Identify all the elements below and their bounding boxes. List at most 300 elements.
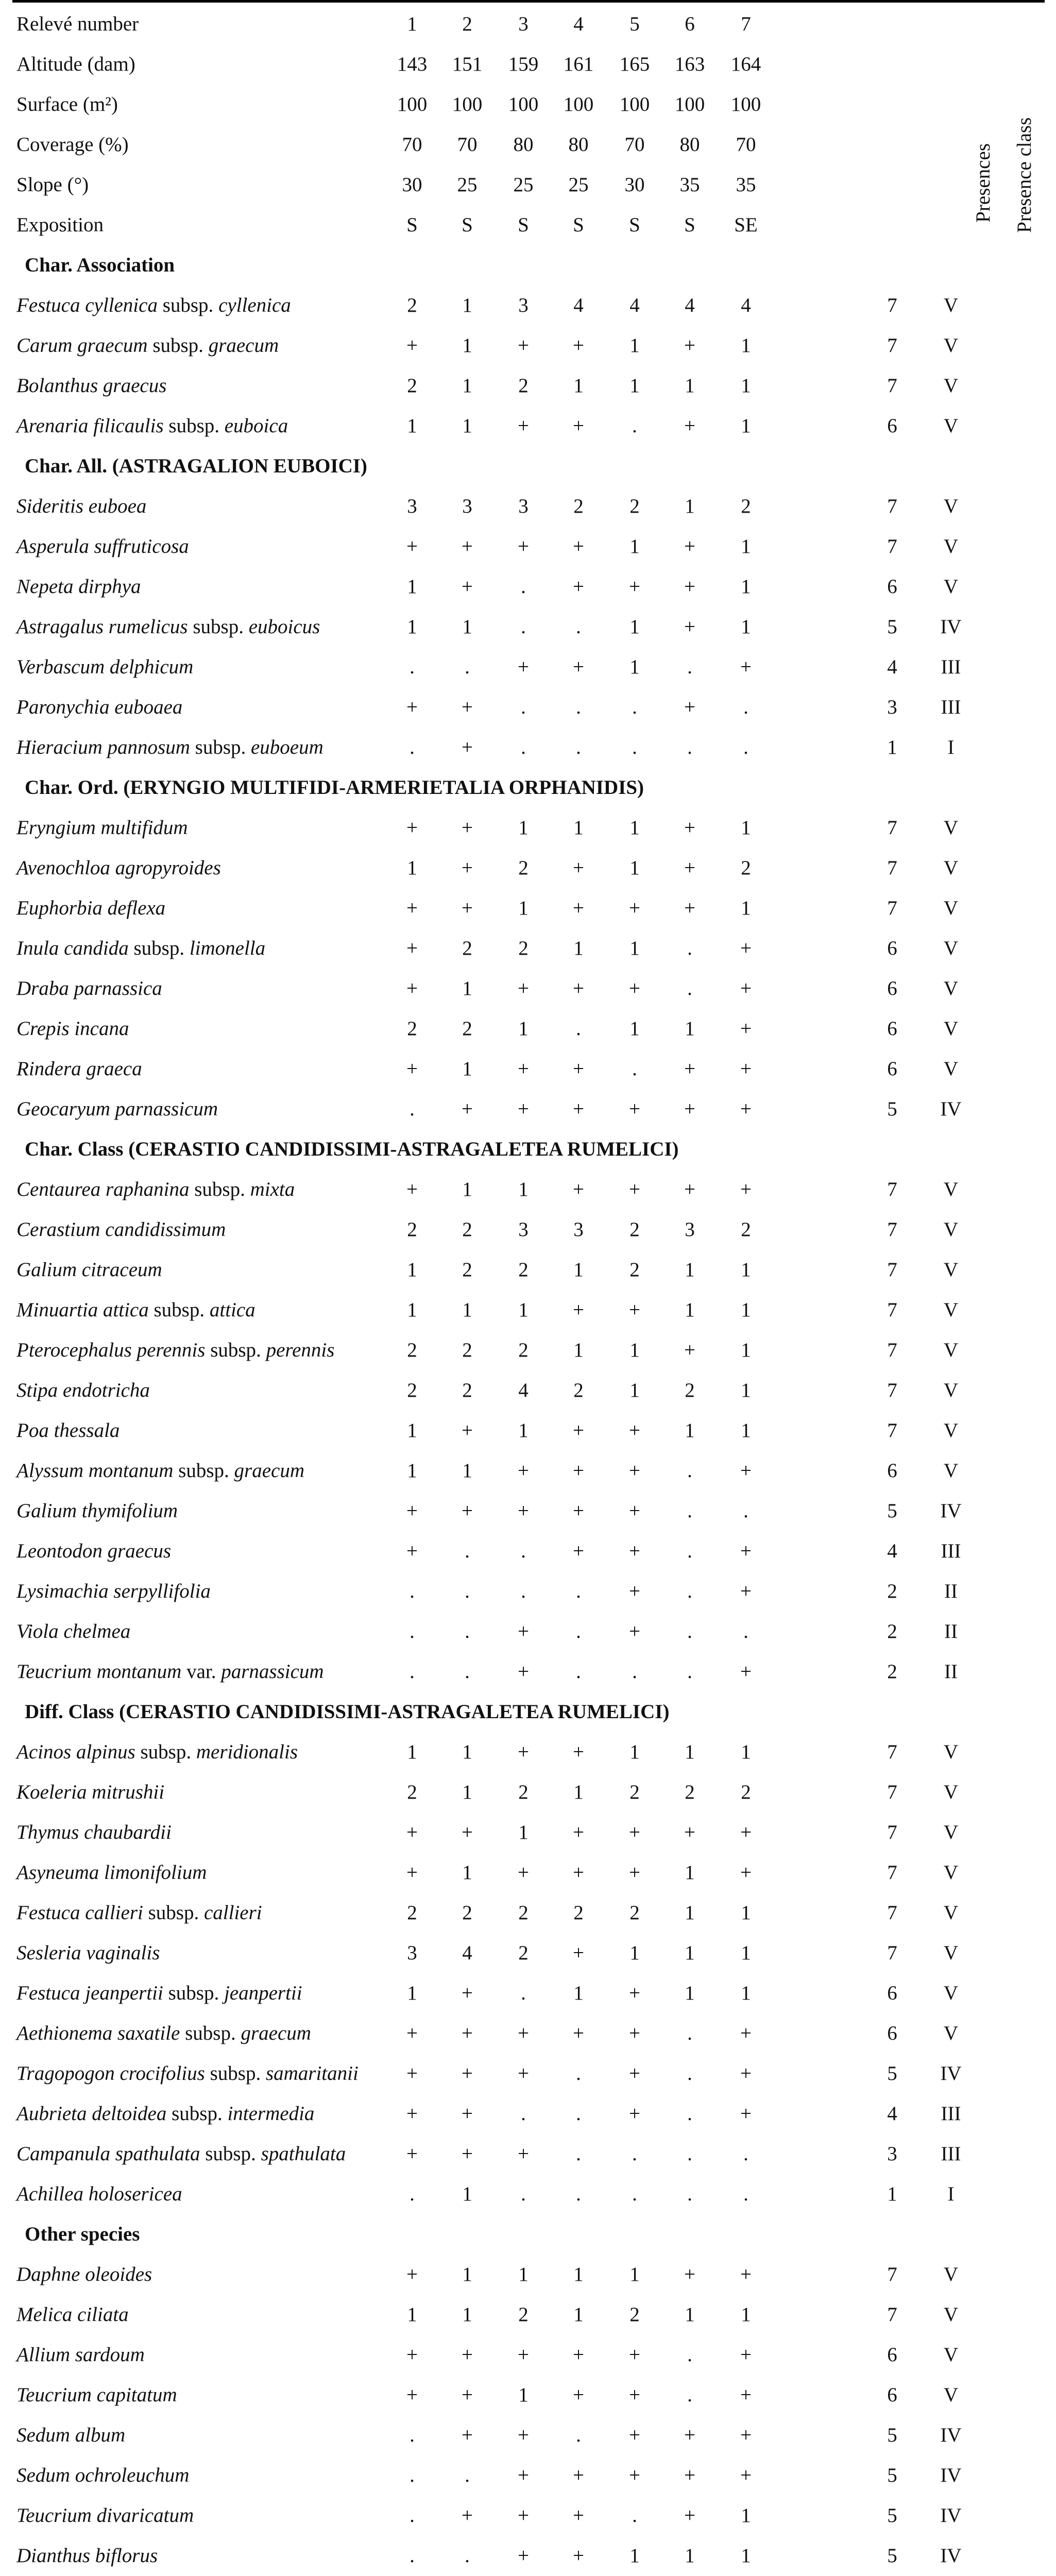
species-name — [16, 2375, 177, 2415]
species-epithet: Viola chelmea — [16, 1620, 131, 1642]
cover-value: + — [406, 2103, 418, 2125]
cover-value: . — [687, 2022, 692, 2044]
header-value: 4 — [573, 13, 584, 35]
cover-value: + — [518, 1861, 529, 1884]
species-epithet: callieri — [203, 1902, 262, 1924]
cover-value: + — [406, 817, 418, 839]
species-epithet: Verbascum delphicum — [16, 656, 194, 678]
species-name — [16, 808, 188, 848]
cover-value: . — [410, 2504, 415, 2527]
species-name — [16, 2255, 152, 2295]
cover-value: + — [462, 2504, 473, 2527]
cover-value: 1 — [685, 375, 695, 397]
header-value: 100 — [452, 93, 483, 115]
cover-value: 1 — [685, 1259, 695, 1281]
cover-value: 1 — [518, 1018, 529, 1040]
rank-label: subsp. — [148, 1299, 210, 1321]
species-name — [16, 2415, 125, 2455]
cover-value: 3 — [407, 1942, 417, 1964]
table-row — [0, 1009, 1056, 1049]
cover-value: + — [573, 1419, 584, 1442]
header-value: 3 — [518, 13, 529, 35]
cover-value: 1 — [573, 2263, 584, 2285]
cover-value: + — [518, 977, 529, 999]
cover-value: + — [573, 1178, 584, 1200]
rank-label: subsp. — [163, 415, 225, 437]
cover-value: 1 — [573, 1781, 584, 1803]
cover-value: + — [518, 2344, 529, 2366]
species-name — [16, 607, 320, 647]
species-name — [16, 1772, 164, 1812]
presence-count: 3 — [887, 2143, 897, 2165]
cover-value: 1 — [685, 1902, 695, 1924]
presence-class: IV — [940, 616, 962, 638]
cover-value: . — [521, 696, 526, 718]
table-row — [0, 2013, 1056, 2054]
cover-value: + — [573, 1058, 584, 1080]
cover-value: 1 — [462, 1178, 472, 1200]
presence-count: 7 — [887, 495, 897, 517]
presence-class: V — [943, 1781, 959, 1803]
cover-value: 1 — [741, 817, 751, 839]
cover-value: 2 — [407, 1379, 417, 1401]
cover-value: . — [576, 2183, 581, 2205]
cover-value: + — [518, 2022, 529, 2044]
cover-value: 1 — [407, 857, 417, 879]
cover-value: 2 — [518, 2303, 529, 2326]
cover-value: 2 — [629, 1902, 640, 1924]
species-name — [16, 2094, 314, 2134]
species-name — [16, 1411, 120, 1451]
species-name — [16, 969, 162, 1009]
cover-value: + — [740, 1098, 752, 1120]
header-value: S — [462, 214, 473, 236]
cover-value: + — [684, 616, 695, 638]
cover-value: 1 — [573, 1339, 584, 1361]
table-row — [0, 1853, 1056, 1893]
cover-value: + — [573, 1942, 584, 1964]
cover-value: 1 — [741, 1379, 751, 1401]
cover-value: + — [740, 1580, 752, 1602]
cover-value: . — [632, 415, 637, 437]
cover-value: + — [573, 1861, 584, 1884]
rank-label: subsp. — [147, 334, 209, 357]
cover-value: 1 — [741, 415, 751, 437]
presence-count: 6 — [887, 1982, 897, 2004]
cover-value: + — [573, 977, 584, 999]
species-epithet: Aethionema saxatile — [16, 2022, 180, 2044]
header-row — [0, 205, 1056, 245]
cover-value: 2 — [685, 1379, 695, 1401]
presence-class: V — [943, 294, 959, 316]
cover-value: 3 — [518, 495, 529, 517]
cover-value: . — [576, 736, 581, 758]
cover-value: + — [684, 1058, 695, 1080]
cover-value: 1 — [629, 334, 640, 357]
cover-value: + — [740, 1058, 752, 1080]
species-name — [16, 1330, 334, 1370]
species-epithet: Tragopogon crocifolius — [16, 2062, 205, 2084]
cover-value: 2 — [741, 1781, 751, 1803]
table-row — [0, 1812, 1056, 1853]
header-value: 159 — [508, 53, 539, 75]
cover-value: 1 — [462, 334, 472, 357]
cover-value: 1 — [741, 1741, 751, 1763]
cover-value: . — [687, 2143, 692, 2165]
cover-value: 1 — [518, 1178, 529, 1200]
cover-value: + — [518, 1620, 529, 1642]
species-epithet: Festuca callieri — [16, 1902, 143, 1924]
presence-class: V — [943, 1861, 959, 1884]
cover-value: . — [687, 736, 692, 758]
cover-value: 2 — [407, 1339, 417, 1361]
cover-value: + — [462, 2424, 473, 2446]
group-title: Char. Ord. (ERYNGIO MULTIFIDI-ARMERIETALIA ORPHANIDIS) — [25, 776, 644, 799]
presence-class: V — [943, 1902, 959, 1924]
cover-value: 1 — [462, 1299, 472, 1321]
presence-count: 7 — [887, 1178, 897, 1200]
cover-value: . — [410, 2464, 415, 2486]
cover-value: + — [518, 334, 529, 357]
table-row — [0, 1933, 1056, 1973]
presence-class: V — [943, 937, 959, 959]
cover-value: + — [740, 1821, 752, 1843]
cover-value: . — [687, 1620, 692, 1642]
cover-value: + — [629, 575, 640, 598]
cover-value: + — [406, 1500, 418, 1522]
cover-value: . — [743, 1500, 748, 1522]
presence-class: III — [941, 656, 961, 678]
cover-value: . — [687, 977, 692, 999]
cover-value: 2 — [518, 857, 529, 879]
species-epithet: Teucrium montanum — [16, 1660, 182, 1683]
cover-value: + — [406, 937, 418, 959]
species-epithet: graecum — [241, 2022, 311, 2044]
presence-count: 5 — [887, 2464, 897, 2486]
cover-value: 1 — [462, 2263, 472, 2285]
presence-class: V — [943, 897, 959, 919]
presence-count: 7 — [887, 1781, 897, 1803]
table-row — [0, 2174, 1056, 2214]
cover-value: . — [410, 1098, 415, 1120]
species-name — [16, 2013, 311, 2054]
presence-class: V — [943, 1299, 959, 1321]
cover-value: . — [465, 1580, 470, 1602]
cover-value: + — [629, 1098, 640, 1120]
cover-value: 2 — [462, 1218, 472, 1241]
species-epithet: graecum — [208, 334, 279, 357]
cover-value: + — [629, 1419, 640, 1442]
species-epithet: Achillea holosericea — [16, 2183, 182, 2205]
cover-value: 2 — [741, 495, 751, 517]
header-row — [0, 84, 1056, 125]
cover-value: + — [573, 535, 584, 557]
cover-value: . — [687, 1540, 692, 1562]
table-row — [0, 2375, 1056, 2415]
species-name — [16, 1652, 324, 1692]
cover-value: + — [462, 1098, 473, 1120]
header-value: 161 — [563, 53, 594, 75]
cover-value: 1 — [407, 1982, 417, 2004]
species-epithet: graecum — [234, 1460, 304, 1482]
presence-count: 5 — [887, 616, 897, 638]
cover-value: + — [684, 817, 695, 839]
cover-value: + — [462, 2062, 473, 2084]
cover-value: + — [406, 2344, 418, 2366]
cover-value: + — [573, 1540, 584, 1562]
cover-value: 3 — [518, 1218, 529, 1241]
header-value: SE — [734, 214, 758, 236]
cover-value: + — [740, 2344, 752, 2366]
presence-count: 3 — [887, 696, 897, 718]
table-row — [0, 969, 1056, 1009]
presence-class: V — [943, 2022, 959, 2044]
table-row — [0, 1893, 1056, 1933]
table-row — [0, 1612, 1056, 1652]
table-row — [0, 366, 1056, 406]
cover-value: 1 — [518, 2384, 529, 2406]
species-epithet: Acinos alpinus — [16, 1741, 135, 1763]
species-epithet: intermedia — [227, 2103, 315, 2125]
presence-class: II — [944, 1620, 958, 1642]
cover-value: 1 — [518, 2263, 529, 2285]
table-row — [0, 1089, 1056, 1129]
presence-count: 6 — [887, 1018, 897, 1040]
species-epithet: Paronychia euboaea — [16, 696, 183, 718]
cover-value: 2 — [629, 1218, 640, 1241]
cover-value: + — [629, 1580, 640, 1602]
cover-value: 1 — [518, 1299, 529, 1321]
cover-value: + — [740, 1018, 752, 1040]
presence-class: V — [943, 1379, 959, 1401]
cover-value: 2 — [462, 1018, 472, 1040]
presence-count: 5 — [887, 2504, 897, 2527]
species-epithet: Festuca cyllenica — [16, 294, 158, 316]
cover-value: 1 — [629, 857, 640, 879]
cover-value: + — [462, 857, 473, 879]
cover-value: + — [462, 897, 473, 919]
species-epithet: cyllenica — [218, 294, 291, 316]
cover-value: . — [410, 656, 415, 678]
species-epithet: Sesleria vaginalis — [16, 1942, 160, 1964]
cover-value: . — [465, 2464, 470, 2486]
cover-value: + — [406, 1861, 418, 1884]
group-title: Char. All. (ASTRAGALION EUBOICI) — [25, 455, 367, 477]
table-row — [0, 1973, 1056, 2013]
col-head-presences: Presences — [972, 143, 994, 223]
presence-count: 7 — [887, 1741, 897, 1763]
presence-class: IV — [940, 1500, 962, 1522]
cover-value: 2 — [573, 1379, 584, 1401]
presence-class: IV — [940, 2424, 962, 2446]
species-epithet: Rindera graeca — [16, 1058, 142, 1080]
cover-value: . — [410, 1620, 415, 1642]
cover-value: + — [573, 1821, 584, 1843]
cover-value: 1 — [518, 1821, 529, 1843]
cover-value: 2 — [741, 1218, 751, 1241]
group-title: Other species — [25, 2223, 140, 2245]
presence-class: V — [943, 1821, 959, 1843]
cover-value: + — [740, 1178, 752, 1200]
group-heading — [0, 768, 1056, 808]
cover-value: 1 — [741, 616, 751, 638]
cover-value: 4 — [685, 294, 695, 316]
species-name — [16, 848, 221, 888]
header-row — [0, 4, 1056, 44]
cover-value: . — [743, 696, 748, 718]
cover-value: . — [465, 1540, 470, 1562]
species-epithet: Euphorbia deflexa — [16, 897, 166, 919]
species-epithet: Arenaria filicaulis — [16, 415, 164, 437]
presence-count: 7 — [887, 1299, 897, 1321]
cover-value: + — [573, 2545, 584, 2567]
species-name — [16, 567, 141, 607]
cover-value: + — [684, 1821, 695, 1843]
cover-value: . — [687, 1460, 692, 1482]
header-value: 80 — [568, 133, 589, 156]
species-name — [16, 687, 182, 727]
header-value: 1 — [407, 13, 417, 35]
table-row — [0, 1451, 1056, 1491]
header-value: 35 — [736, 174, 756, 196]
cover-value: . — [576, 616, 581, 638]
cover-value: + — [462, 575, 473, 598]
cover-value: 1 — [741, 375, 751, 397]
cover-value: + — [740, 1861, 752, 1884]
cover-value: 2 — [518, 1781, 529, 1803]
cover-value: + — [573, 1098, 584, 1120]
presence-count: 5 — [887, 2424, 897, 2446]
cover-value: + — [629, 1460, 640, 1482]
species-epithet: meridionalis — [196, 1741, 298, 1763]
cover-value: . — [687, 2103, 692, 2125]
cover-value: + — [629, 1620, 640, 1642]
species-epithet: Sideritis euboea — [16, 495, 147, 517]
table-row — [0, 808, 1056, 848]
species-epithet: Koeleria mitrushii — [16, 1781, 165, 1803]
species-name — [16, 1250, 162, 1290]
cover-value: . — [687, 1660, 692, 1683]
species-epithet: Festuca jeanpertii — [16, 1982, 163, 2004]
header-value: 100 — [397, 93, 428, 115]
cover-value: 1 — [741, 535, 751, 557]
cover-value: 3 — [573, 1218, 584, 1241]
cover-value: 2 — [407, 1902, 417, 1924]
cover-value: 1 — [741, 1982, 751, 2004]
cover-value: + — [629, 1500, 640, 1522]
presence-count: 2 — [887, 1580, 897, 1602]
cover-value: + — [406, 977, 418, 999]
header-value: 6 — [685, 13, 695, 35]
cover-value: 1 — [741, 1299, 751, 1321]
species-epithet: perennis — [266, 1339, 335, 1361]
cover-value: + — [462, 736, 473, 758]
cover-value: + — [518, 415, 529, 437]
species-name — [16, 1853, 207, 1893]
cover-value: . — [632, 736, 637, 758]
header-value: 2 — [462, 13, 472, 35]
cover-value: 1 — [685, 2545, 695, 2567]
cover-value: 1 — [573, 1982, 584, 2004]
cover-value: + — [684, 857, 695, 879]
presence-class: V — [943, 575, 959, 598]
cover-value: 1 — [407, 2303, 417, 2326]
species-epithet: Alyssum montanum — [16, 1460, 174, 1482]
cover-value: . — [521, 2183, 526, 2205]
species-name — [16, 1973, 302, 2013]
rank-label: subsp. — [189, 1178, 250, 1200]
presence-class: V — [943, 1218, 959, 1241]
group-heading — [0, 1692, 1056, 1732]
presence-class: IV — [940, 2545, 962, 2567]
cover-value: . — [687, 937, 692, 959]
cover-value: . — [576, 2424, 581, 2446]
cover-value: + — [518, 1098, 529, 1120]
species-epithet: Draba parnassica — [16, 977, 162, 999]
cover-value: 1 — [518, 1419, 529, 1442]
cover-value: 4 — [462, 1942, 472, 1964]
presence-count: 7 — [887, 817, 897, 839]
cover-value: . — [632, 2504, 637, 2527]
header-value: S — [406, 214, 418, 236]
table-row — [0, 2536, 1056, 2576]
cover-value: + — [518, 2545, 529, 2567]
header-row — [0, 165, 1056, 205]
table-row — [0, 1772, 1056, 1812]
species-epithet: Melica ciliata — [16, 2303, 129, 2326]
header-label: Coverage (%) — [16, 133, 129, 156]
cover-value: + — [518, 2504, 529, 2527]
cover-value: + — [518, 1058, 529, 1080]
table-row — [0, 1571, 1056, 1612]
cover-value: 1 — [685, 1982, 695, 2004]
species-epithet: Daphne oleoides — [16, 2263, 152, 2285]
cover-value: 1 — [685, 1299, 695, 1321]
table-row — [0, 1049, 1056, 1089]
cover-value: 1 — [629, 535, 640, 557]
cover-value: 2 — [462, 1339, 472, 1361]
cover-value: + — [406, 1540, 418, 1562]
cover-value: . — [743, 2183, 748, 2205]
rank-label: subsp. — [205, 2062, 266, 2084]
species-epithet: Campanula spathulata — [16, 2143, 200, 2165]
cover-value: 1 — [573, 937, 584, 959]
species-name — [16, 647, 193, 687]
table-row — [0, 1330, 1056, 1370]
cover-value: 1 — [573, 2303, 584, 2326]
cover-value: + — [462, 1419, 473, 1442]
col-head-presence-class: Presence class — [1013, 117, 1035, 233]
cover-value: + — [629, 1299, 640, 1321]
species-name — [16, 2295, 129, 2335]
cover-value: + — [684, 897, 695, 919]
species-name — [16, 1370, 150, 1411]
header-label: Slope (°) — [16, 174, 89, 196]
species-epithet: Sedum ochroleuchum — [16, 2464, 190, 2486]
cover-value: . — [465, 656, 470, 678]
presence-count: 6 — [887, 2344, 897, 2366]
species-name — [16, 2134, 346, 2174]
rank-label: subsp. — [157, 294, 219, 316]
cover-value: + — [629, 977, 640, 999]
presence-count: 2 — [887, 1620, 897, 1642]
cover-value: . — [632, 2183, 637, 2205]
presence-class: V — [943, 1942, 959, 1964]
cover-value: + — [573, 1460, 584, 1482]
presence-count: 4 — [887, 656, 897, 678]
cover-value: . — [410, 2545, 415, 2567]
cover-value: . — [410, 2424, 415, 2446]
